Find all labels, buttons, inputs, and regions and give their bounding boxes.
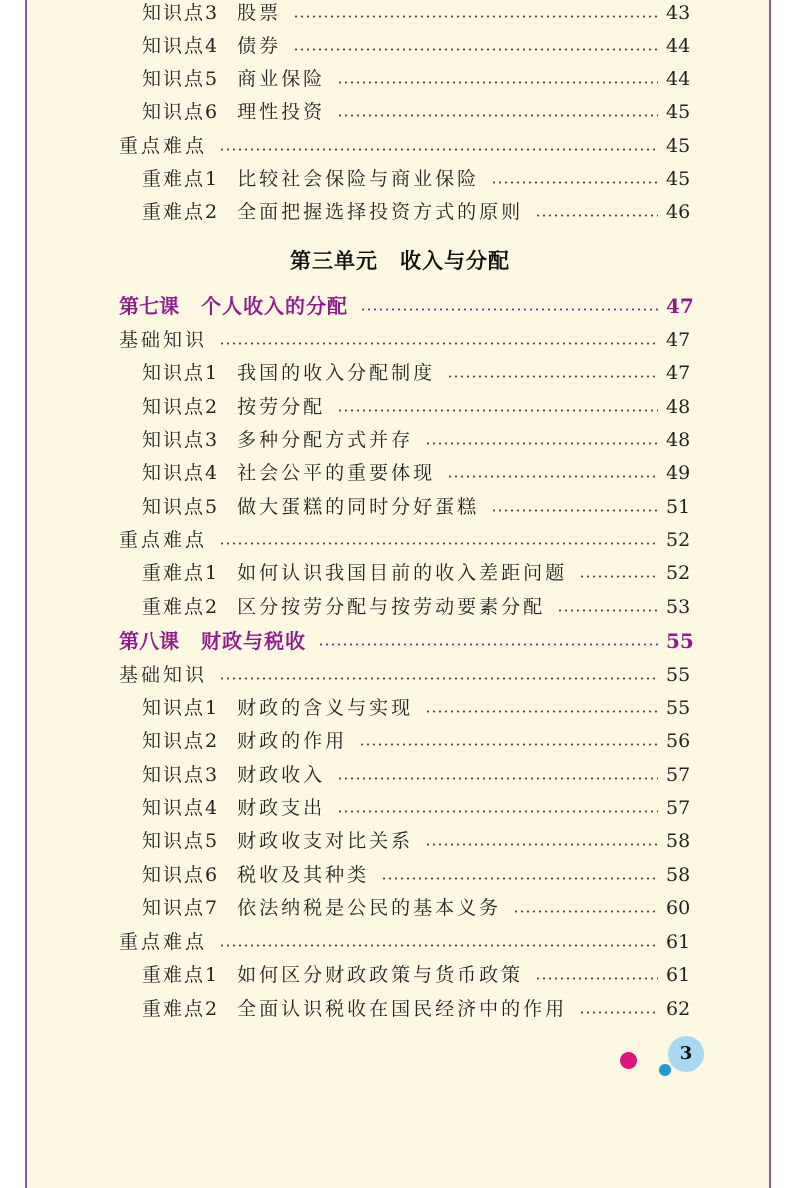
- toc-entry-title: 多种分配方式并存: [237, 429, 414, 451]
- toc-entry-number: 1: [205, 562, 218, 584]
- toc-entry-label: 知识点: [142, 897, 206, 919]
- toc-entry-prefix: [142, 358, 217, 388]
- toc-section-entry[interactable]: [119, 325, 690, 355]
- toc-page-number: 44: [666, 35, 691, 57]
- toc-entry-prefix: [142, 860, 217, 890]
- toc-page-number: 61: [666, 964, 691, 986]
- dot-leader: [337, 409, 658, 412]
- toc-entry-prefix: [142, 592, 217, 622]
- toc-entry-prefix: [142, 458, 217, 488]
- toc-entry[interactable]: [142, 726, 690, 756]
- toc-entry-label: 知识点: [142, 830, 206, 852]
- toc-entry[interactable]: [142, 31, 690, 61]
- toc-entry-number: 4: [205, 797, 218, 819]
- toc-entry[interactable]: [142, 558, 690, 588]
- toc-page-number: 47: [666, 362, 691, 384]
- toc-entry[interactable]: [142, 458, 690, 488]
- toc-entry-label: 知识点: [142, 101, 206, 123]
- toc-entry-title: 比较社会保险与商业保险: [237, 168, 480, 190]
- toc-entry-title: 做大蛋糕的同时分好蛋糕: [237, 496, 480, 518]
- toc-entry-label: 知识点: [142, 362, 206, 384]
- dot-leader: [337, 810, 658, 813]
- toc-page-number: 48: [666, 396, 691, 418]
- toc-entry-title: 全面认识税收在国民经济中的作用: [237, 998, 568, 1020]
- toc-entry-title: 社会公平的重要体现: [237, 462, 436, 484]
- toc-entry-label: 重难点: [142, 201, 206, 223]
- toc-entry[interactable]: [142, 492, 690, 522]
- toc-entry-label: 重难点: [142, 168, 206, 190]
- toc-entry-label: 知识点: [142, 764, 206, 786]
- toc-entry-prefix: [142, 793, 217, 823]
- toc-page-number: 46: [666, 201, 691, 223]
- blue-dot-decoration: [659, 1064, 671, 1076]
- dot-leader: [491, 181, 658, 184]
- toc-entry-prefix: [142, 64, 217, 94]
- unit-heading-number: 第三单元: [290, 249, 378, 273]
- toc-entry-label: 知识点: [142, 864, 206, 886]
- dot-leader: [491, 509, 658, 512]
- toc-entry-prefix: [142, 31, 217, 61]
- toc-page-number: 45: [666, 101, 691, 123]
- toc-entry-prefix: [142, 392, 217, 422]
- toc-entry-title: 财政的含义与实现: [237, 697, 414, 719]
- toc-entry-label: 知识点: [142, 462, 206, 484]
- toc-entry-number: 4: [205, 35, 218, 57]
- toc-entry-number: 2: [205, 730, 218, 752]
- toc-entry-number: 7: [205, 897, 218, 919]
- dot-leader: [293, 48, 658, 51]
- toc-entry-label: 重难点: [142, 596, 206, 618]
- toc-entry-title: 财政与税收: [201, 629, 306, 653]
- toc-entry-title: 股票: [237, 2, 282, 24]
- toc-page-number: 52: [666, 562, 691, 584]
- toc-entry-label: 知识点: [142, 797, 206, 819]
- toc-entry-number: 3: [205, 2, 218, 24]
- toc-page-number: 51: [666, 496, 691, 518]
- toc-page-number: 62: [666, 998, 691, 1020]
- toc-entry-prefix: [142, 893, 217, 923]
- toc-entry-prefix: [142, 826, 217, 856]
- toc-entry-title: 个人收入的分配: [201, 294, 348, 318]
- toc-entry-prefix: [142, 425, 217, 455]
- toc-lesson-entry[interactable]: [119, 291, 694, 321]
- toc-entry-label: 知识点: [142, 429, 206, 451]
- toc-page-number: 55: [666, 697, 691, 719]
- toc-entry-prefix: [142, 197, 217, 227]
- toc-entry[interactable]: [142, 164, 690, 194]
- dot-leader: [318, 643, 658, 646]
- dot-leader: [579, 1011, 658, 1014]
- toc-entry-prefix: [142, 0, 217, 28]
- toc-entry[interactable]: [142, 793, 690, 823]
- toc-entry-title: 如何认识我国目前的收入差距问题: [237, 562, 568, 584]
- toc-entry-title: 基础知识: [119, 664, 208, 686]
- toc-entry-title: 按劳分配: [237, 396, 326, 418]
- toc-entry[interactable]: [142, 860, 690, 890]
- toc-entry[interactable]: [142, 693, 690, 723]
- toc-entry[interactable]: [142, 994, 690, 1024]
- toc-entry-prefix: [142, 164, 217, 194]
- toc-page-number: 58: [666, 864, 691, 886]
- dot-leader: [219, 944, 658, 947]
- toc-page-number: 45: [666, 168, 691, 190]
- toc-entry-title: 基础知识: [119, 329, 208, 351]
- toc-page-number: 55: [666, 664, 691, 686]
- dot-leader: [219, 677, 658, 680]
- dot-leader: [447, 375, 658, 378]
- toc-entry[interactable]: [142, 64, 690, 94]
- dot-leader: [513, 910, 658, 913]
- toc-entry-title: 重点难点: [119, 135, 208, 157]
- unit-heading-title: 收入与分配: [400, 249, 510, 273]
- toc-page-number: 53: [666, 596, 691, 618]
- toc-entry[interactable]: [142, 893, 690, 923]
- toc-lesson-entry[interactable]: [119, 626, 694, 656]
- toc-page-number: 55: [666, 629, 694, 653]
- toc-entry[interactable]: [142, 0, 690, 28]
- dot-leader: [359, 743, 658, 746]
- toc-entry-title: 财政的作用: [237, 730, 348, 752]
- page-number-badge: 3: [668, 1036, 704, 1072]
- toc-entry-number: 3: [205, 429, 218, 451]
- toc-page-number: 56: [666, 730, 691, 752]
- dot-leader: [425, 710, 658, 713]
- toc-section-entry[interactable]: [119, 927, 690, 957]
- toc-page-number: 43: [666, 2, 691, 24]
- toc-page-number: 45: [666, 135, 691, 157]
- toc-entry-number: 5: [205, 830, 218, 852]
- toc-page-number: 49: [666, 462, 691, 484]
- toc-entry-title: 商业保险: [237, 68, 326, 90]
- toc-entry[interactable]: [142, 197, 690, 227]
- toc-entry-number: 6: [205, 864, 218, 886]
- toc-entry-label: 重难点: [142, 998, 206, 1020]
- toc-section-entry[interactable]: [119, 660, 690, 690]
- toc-entry-number: 2: [205, 596, 218, 618]
- dot-leader: [219, 148, 658, 151]
- toc-entry-label: 重难点: [142, 562, 206, 584]
- toc-entry-title: 财政支出: [237, 797, 326, 819]
- toc-entry-prefix: [142, 558, 217, 588]
- toc-entry-label: 知识点: [142, 496, 206, 518]
- dot-leader: [337, 114, 658, 117]
- toc-page-number: 52: [666, 529, 691, 551]
- toc-page-number: 57: [666, 764, 691, 786]
- toc-entry-title: 区分按劳分配与按劳动要素分配: [237, 596, 546, 618]
- toc-section-entry[interactable]: [119, 525, 690, 555]
- dot-leader: [579, 575, 658, 578]
- toc-entry[interactable]: [142, 960, 690, 990]
- toc-page-number: 61: [666, 931, 691, 953]
- toc-entry-number: 5: [205, 68, 218, 90]
- dot-leader: [381, 877, 658, 880]
- toc-page-number: 47: [666, 294, 694, 318]
- dot-leader: [360, 308, 658, 311]
- toc-entry-prefix: [142, 97, 217, 127]
- toc-entry-prefix: [142, 492, 217, 522]
- toc-entry-number: 3: [205, 764, 218, 786]
- toc-entry-title: 税收及其种类: [237, 864, 370, 886]
- toc-entry-title: 重点难点: [119, 529, 208, 551]
- toc-entry-number: 1: [205, 168, 218, 190]
- dot-leader: [425, 442, 658, 445]
- toc-page-number: 47: [666, 329, 691, 351]
- toc-entry-number: 6: [205, 101, 218, 123]
- dot-leader: [219, 342, 658, 345]
- toc-entry-number: 4: [205, 462, 218, 484]
- toc-entry-label: 知识点: [142, 697, 206, 719]
- toc-page-number: 44: [666, 68, 691, 90]
- toc-entry[interactable]: [142, 592, 690, 622]
- toc-entry-title: 财政收支对比关系: [237, 830, 414, 852]
- toc-entry[interactable]: [142, 358, 690, 388]
- toc-entry-prefix: [142, 994, 217, 1024]
- toc-entry-number: 5: [205, 496, 218, 518]
- toc-entry[interactable]: [142, 826, 690, 856]
- toc-entry[interactable]: [142, 760, 690, 790]
- toc-entry-prefix: [142, 760, 217, 790]
- dot-leader: [425, 843, 658, 846]
- toc-entry[interactable]: [142, 97, 690, 127]
- toc-entry-title: 财政收入: [237, 764, 326, 786]
- toc-entry-label: 知识点: [142, 396, 206, 418]
- dot-leader: [337, 81, 658, 84]
- toc-entry-number: 2: [205, 201, 218, 223]
- toc-entry-title: 重点难点: [119, 931, 208, 953]
- toc-entry[interactable]: [142, 392, 690, 422]
- dot-leader: [535, 214, 658, 217]
- toc-section-entry[interactable]: [119, 131, 690, 161]
- toc-entry-number: 1: [205, 964, 218, 986]
- toc-entry-prefix: [142, 960, 217, 990]
- toc-entry-label: 知识点: [142, 35, 206, 57]
- toc-page-number: 48: [666, 429, 691, 451]
- toc-entry-number: 2: [205, 396, 218, 418]
- toc-entry-title: 债券: [237, 35, 282, 57]
- toc-entry[interactable]: [142, 425, 690, 455]
- dot-leader: [337, 777, 658, 780]
- unit-heading: [0, 245, 800, 275]
- toc-entry-title: 我国的收入分配制度: [237, 362, 436, 384]
- toc-entry-prefix: [142, 693, 217, 723]
- pink-dot-decoration: [620, 1052, 637, 1069]
- toc-page-number: 60: [666, 897, 691, 919]
- toc-entry-label: 知识点: [142, 730, 206, 752]
- toc-entry-number: 1: [205, 362, 218, 384]
- toc-entry-title: 全面把握选择投资方式的原则: [237, 201, 524, 223]
- dot-leader: [293, 15, 658, 18]
- toc-entry-prefix: [142, 726, 217, 756]
- toc-entry-label: 知识点: [142, 68, 206, 90]
- toc-entry-label: 知识点: [142, 2, 206, 24]
- dot-leader: [219, 542, 658, 545]
- toc-lesson-label: 第八课: [119, 629, 179, 653]
- dot-leader: [557, 609, 658, 612]
- toc-page-number: 57: [666, 797, 691, 819]
- toc-entry-label: 重难点: [142, 964, 206, 986]
- toc-lesson-label: 第七课: [119, 294, 179, 318]
- toc-page-number: 58: [666, 830, 691, 852]
- dot-leader: [535, 977, 658, 980]
- toc-entry-title: 依法纳税是公民的基本义务: [237, 897, 502, 919]
- toc-entry-title: 如何区分财政政策与货币政策: [237, 964, 524, 986]
- toc-entry-title: 理性投资: [237, 101, 326, 123]
- toc-entry-number: 1: [205, 697, 218, 719]
- toc-entry-number: 2: [205, 998, 218, 1020]
- dot-leader: [447, 475, 658, 478]
